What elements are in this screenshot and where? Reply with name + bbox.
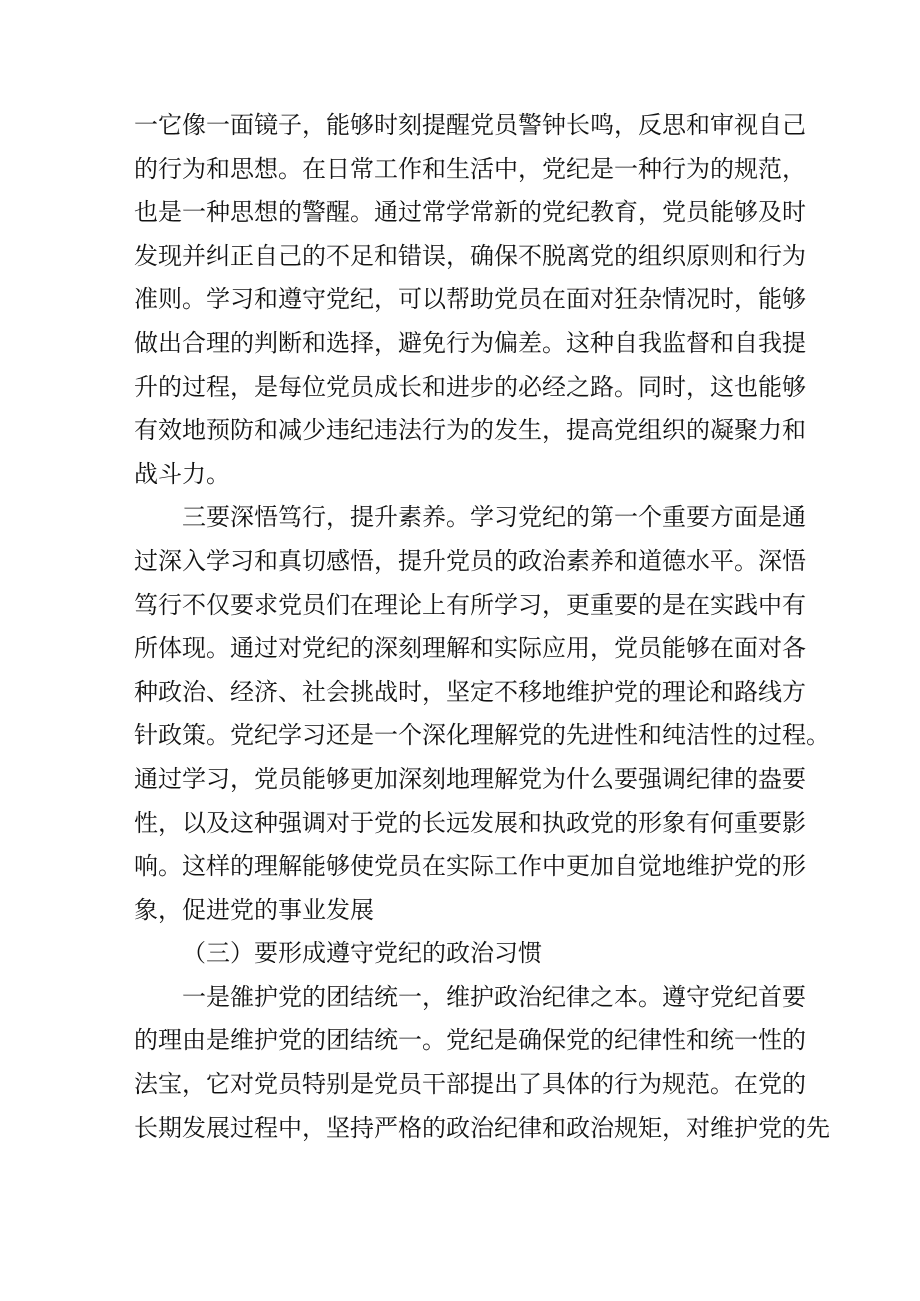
text-line: 种政治、经济、社会挑战时，坚定不移地维护党的理论和路线方: [134, 677, 806, 706]
text-line: 准则。学习和遵守党纪，可以帮助党员在面对狂杂情况时，能够: [134, 285, 806, 314]
text-line: 笃行不仅要求党员们在理论上有所学习，更重要的是在实践中有: [134, 590, 806, 619]
text-line: 性，以及这种强调对于党的长远发展和执政党的形象有何重要影: [134, 808, 806, 837]
text-line: 象，促进党的事业发展: [134, 895, 374, 924]
text-line: 也是一种思想的警醒。通过常学常新的党纪教育，党员能够及时: [134, 198, 806, 227]
text-line: 升的过程，是每位党员成长和进步的必经之路。同时，这也能够: [134, 372, 806, 401]
text-line: 有效地预防和减少违纪违法行为的发生，提高党组织的凝聚力和: [134, 416, 806, 445]
paragraph: [134, 976, 830, 1150]
section-heading-text: （三）要形成遵守党纪的政治习惯: [182, 939, 542, 968]
text-line: 过深入学习和真切感悟，提升党员的政治素养和道德水平。深悟: [134, 546, 806, 575]
text-line: 一是雒护党的团结统一，维护政治纪律之本。遵守党纪首要: [182, 982, 806, 1011]
document-body: [134, 104, 830, 1150]
text-line: 战斗力。: [134, 459, 230, 488]
text-line: 响。这样的理解能够使党员在实际工作中更加自觉地维护党的形: [134, 852, 806, 881]
text-line: 一它像一面镜子，能够时刻提醒党员警钟长鸣，反思和审视自己: [134, 111, 806, 139]
paragraph: [134, 104, 806, 496]
text-line: 所体现。通过对党纪的深刻理解和实际应用，党员能够在面对各: [134, 634, 806, 663]
paragraph: [134, 496, 830, 932]
text-line: 三要深悟笃行，提升素养。学习党纪的第一个重要方面是通: [182, 503, 806, 532]
text-line: 发现并纠正自己的不足和错误，确保不脱离党的组织原则和行为: [134, 241, 806, 270]
text-line: 做出合理的判断和选择，避免行为偏差。这种自我监督和自我提: [134, 328, 806, 357]
text-line: 的行为和思想。在日常工作和生活中，党纪是一种行为的规范，: [134, 154, 806, 183]
text-line: 的理由是维护党的团结统一。党纪是确保党的纪律性和统一性的: [134, 1026, 806, 1055]
text-line: 长期发展过程中，坚持严格的政治纪律和政治规矩，对维护党的先: [134, 1113, 830, 1142]
text-line: 针政策。党纪学习还是一个深化理解党的先进性和纯洁性的过程。: [134, 721, 830, 750]
text-line: 通过学习，党员能够更加深刻地理解党为什么要强调纪律的盎要: [134, 764, 806, 793]
text-line: 法宝，它对党员特别是党员干部提出了具体的行为规范。在党的: [134, 1070, 806, 1099]
section-heading: [134, 932, 794, 976]
